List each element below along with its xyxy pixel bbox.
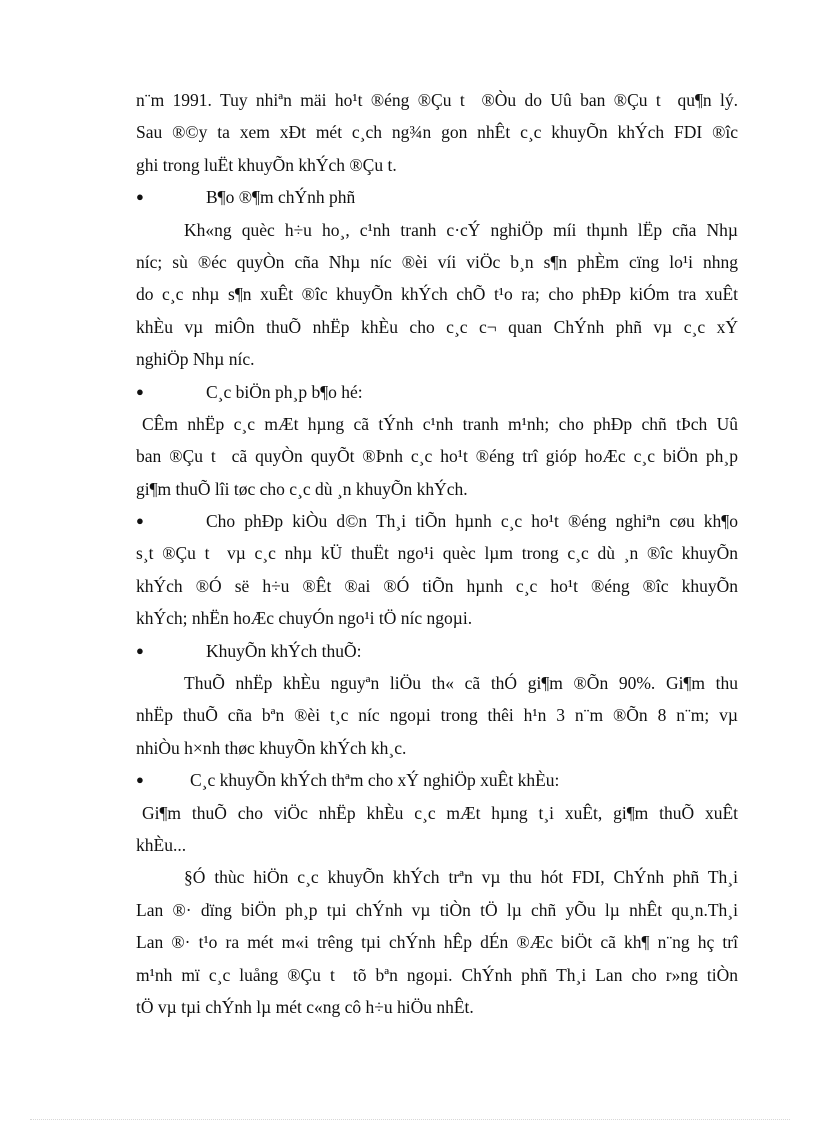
paragraph-line: Lan ®· t¹o ra mét m«i trêng tµi chÝnh hÊp dÉn ®Æc biÖt cã kh¶ n¨ng hç trî bbox=[136, 932, 738, 953]
paragraph-line: Kh«ng quèc h÷u ho¸, c¹nh tranh c·cÝ nghiÖp míi thµnh lËp cña Nhµ bbox=[184, 219, 738, 240]
paragraph-line: gi¶m thuÕ lîi tøc cho c¸c dù ¸n khuyÕn khÝch. bbox=[136, 478, 468, 499]
bullet-icon: ● bbox=[136, 383, 144, 399]
bullet-icon: ● bbox=[136, 189, 144, 205]
bullet-item bbox=[136, 505, 738, 537]
bullet-icon: ● bbox=[136, 772, 144, 788]
paragraph-line: khÈu vµ miÔn thuÕ nhËp khÈu cho c¸c c¬ quan ChÝnh phñ vµ c¸c xÝ bbox=[136, 316, 738, 337]
paragraph-line: n¨m 1991. Tuy nhiªn mäi ho¹t ®éng ®Çu t ®Òu do Uû ban ®Çu t qu¶n lý. bbox=[136, 90, 738, 110]
bullet-label: C¸c khuyÕn khÝch thªm cho xÝ nghiÖp xuÊt khÈu: bbox=[190, 770, 560, 791]
bullet-label: C¸c biÖn ph¸p b¶o hé: bbox=[206, 381, 363, 402]
bullet-item bbox=[136, 376, 738, 408]
paragraph-line: Gi¶m thuÕ cho viÖc nhËp khÈu c¸c mÆt hµng t¸i xuÊt, gi¶m thuÕ xuÊt bbox=[142, 802, 738, 823]
bullet-icon: ● bbox=[136, 513, 144, 529]
paragraph-line: m¹nh mï c¸c luång ®Çu t tõ bªn ngoµi. ChÝnh phñ Th¸i Lan cho r»ng tiÒn bbox=[136, 964, 738, 985]
bullet-label: Cho phÐp kiÒu d©n Th¸i tiÕn hµnh c¸c ho¹t ®éng nghiªn cøu kh¶o bbox=[206, 511, 738, 532]
paragraph-line: CÊm nhËp c¸c mÆt hµng cã tÝnh c¹nh tranh m¹nh; cho phÐp chñ tÞch Uû bbox=[142, 413, 738, 434]
paragraph-line: nghiÖp Nhµ níc. bbox=[136, 349, 255, 370]
paragraph-line: ghi trong luËt khuyÕn khÝch ®Çu t. bbox=[136, 154, 397, 175]
page-bottom-divider bbox=[30, 1119, 790, 1120]
paragraph-line: s¸t ®Çu t vµ c¸c nhµ kÜ thuËt ngo¹i quèc lµm trong c¸c dù ¸n ®îc khuyÕn bbox=[136, 543, 738, 564]
paragraph-line: nhiÒu h×nh thøc khuyÕn khÝch kh¸c. bbox=[136, 737, 407, 758]
paragraph-line: níc; sù ®éc quyÒn cña Nhµ níc ®èi víi viÖc b¸n s¶n phÈm cïng lo¹i nhng bbox=[136, 251, 738, 272]
paragraph-line: Lan ®· dïng biÖn ph¸p tµi chÝnh vµ tiÒn tÖ lµ chñ yÕu lµ nhÊt qu¸n.Th¸i bbox=[136, 899, 738, 920]
paragraph-line: khÝch ®Ó së h÷u ®Êt ®ai ®Ó tiÕn hµnh c¸c ho¹t ®éng ®îc khuyÕn bbox=[136, 575, 738, 596]
bullet-item bbox=[136, 764, 738, 796]
bullet-label: KhuyÕn khÝch thuÕ: bbox=[206, 640, 362, 661]
bullet-icon: ● bbox=[136, 642, 144, 658]
paragraph-line: ban ®Çu t cã quyÒn quyÕt ®Þnh c¸c ho¹t ®éng trî gióp hoÆc c¸c biÖn ph¸p bbox=[136, 446, 738, 467]
paragraph-line: tÖ vµ tµi chÝnh lµ mét c«ng cô h÷u hiÖu nhÊt. bbox=[136, 996, 474, 1017]
paragraph-line: §Ó thùc hiÖn c¸c khuyÕn khÝch trªn vµ thu hót FDI, ChÝnh phñ Th¸i bbox=[184, 867, 738, 888]
paragraph-line: nhËp thuÕ cña bªn ®èi t¸c níc ngoµi trong thêi h¹n 3 n¨m ®Õn 8 n¨m; vµ bbox=[136, 705, 738, 726]
bullet-label: B¶o ®¶m chÝnh phñ bbox=[206, 187, 356, 208]
bullet-item bbox=[136, 635, 738, 667]
paragraph-line: khÝch; nhËn hoÆc chuyÓn ngo¹i tÖ níc ngoµi. bbox=[136, 608, 473, 629]
paragraph-line: ThuÕ nhËp khÈu nguyªn liÖu th« cã thÓ gi¶m ®Õn 90%. Gi¶m thu bbox=[184, 673, 738, 694]
bullet-item bbox=[136, 181, 738, 213]
document-page bbox=[136, 84, 738, 1023]
paragraph-line: khÈu... bbox=[136, 834, 187, 855]
paragraph-line: do c¸c nhµ s¶n xuÊt ®îc khuyÕn khÝch chÕ t¹o ra; cho phÐp kiÓm tra xuÊt bbox=[136, 284, 738, 305]
paragraph-line: Sau ®©y ta xem xÐt mét c¸ch ng¾n gon nhÊt c¸c khuyÕn khÝch FDI ®îc bbox=[136, 122, 738, 143]
